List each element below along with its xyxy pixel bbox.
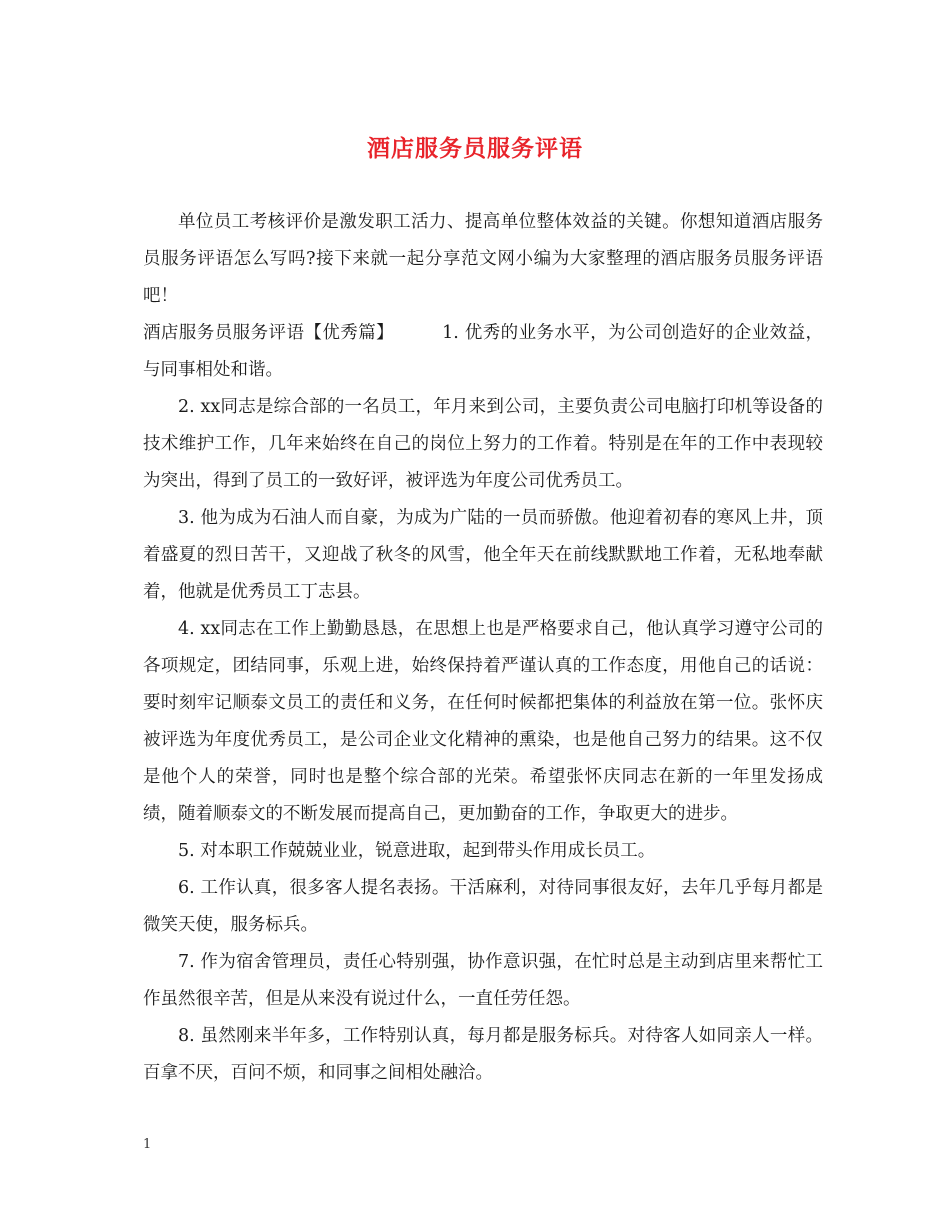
document-body [143,204,823,1092]
review-item-5: 5. 对本职工作兢兢业业，锐意进取，起到带头作用成长员工。 [178,841,656,861]
review-item-7: 7. 作为宿舍管理员，责任心特别强，协作意识强，在忙时总是主动到店里来帮忙工作虽然很辛苦，但是从来没有说过什么，一直任劳任怨。 [143,952,823,1009]
review-item-6: 6. 工作认真，很多客人提名表扬。干活麻利，对待同事很友好，去年几乎每月都是微笑天使，服务标兵。 [143,878,823,935]
section-heading: 酒店服务员服务评语【优秀篇】 [143,323,395,343]
page-number: 1 [143,1137,152,1152]
document-title: 酒店服务员服务评语 [367,135,583,162]
review-item-1: 1. 优秀的业务水平，为公司创造好的企业效益，与同事相处和谐。 [143,323,824,380]
section-line [143,315,823,389]
intro-paragraph: 单位员工考核评价是激发职工活力、提高单位整体效益的关键。你想知道酒店服务员服务评语怎么写吗?接下来就一起分享范文网小编为大家整理的酒店服务员服务评语吧！ [143,212,823,306]
review-item-2: 2. xx同志是综合部的一名员工，年月来到公司，主要负责公司电脑打印机等设备的技术维护工作，几年来始终在自己的岗位上努力的工作着。特别是在年的工作中表现较为突出，得到了员工的一致好评，被评选为年度公司优秀员工。 [143,397,823,491]
review-item-8: 8. 虽然刚来半年多，工作特别认真，每月都是服务标兵。对待客人如同亲人一样。百拿不厌，百问不烦，和同事之间相处融洽。 [143,1026,823,1083]
review-item-3: 3. 他为成为石油人而自豪，为成为广陆的一员而骄傲。他迎着初春的寒风上井，顶着盛夏的烈日苦干，又迎战了秋冬的风雪，他全年天在前线默默地工作着，无私地奉献着，他就是优秀员工丁志县。 [143,508,823,602]
review-item-4: 4. xx同志在工作上勤勤恳恳，在思想上也是严格要求自己，他认真学习遵守公司的各项规定，团结同事，乐观上进，始终保持着严谨认真的工作态度，用他自己的话说：要时刻牢记顺泰文员工的责任和义务，在任何时候都把集体的利益放在第一位。张怀庆被评选为年度优秀员工，是公司企业文化精神的熏染，也是他自己努力的结果。这不仅是他个人的荣誉，同时也是整个综合部的光荣。希望张怀庆同志在新的一年里发扬成绩，随着顺泰文的不断发展而提高自己，更加勤奋的工作，争取更大的进步。 [143,619,823,824]
